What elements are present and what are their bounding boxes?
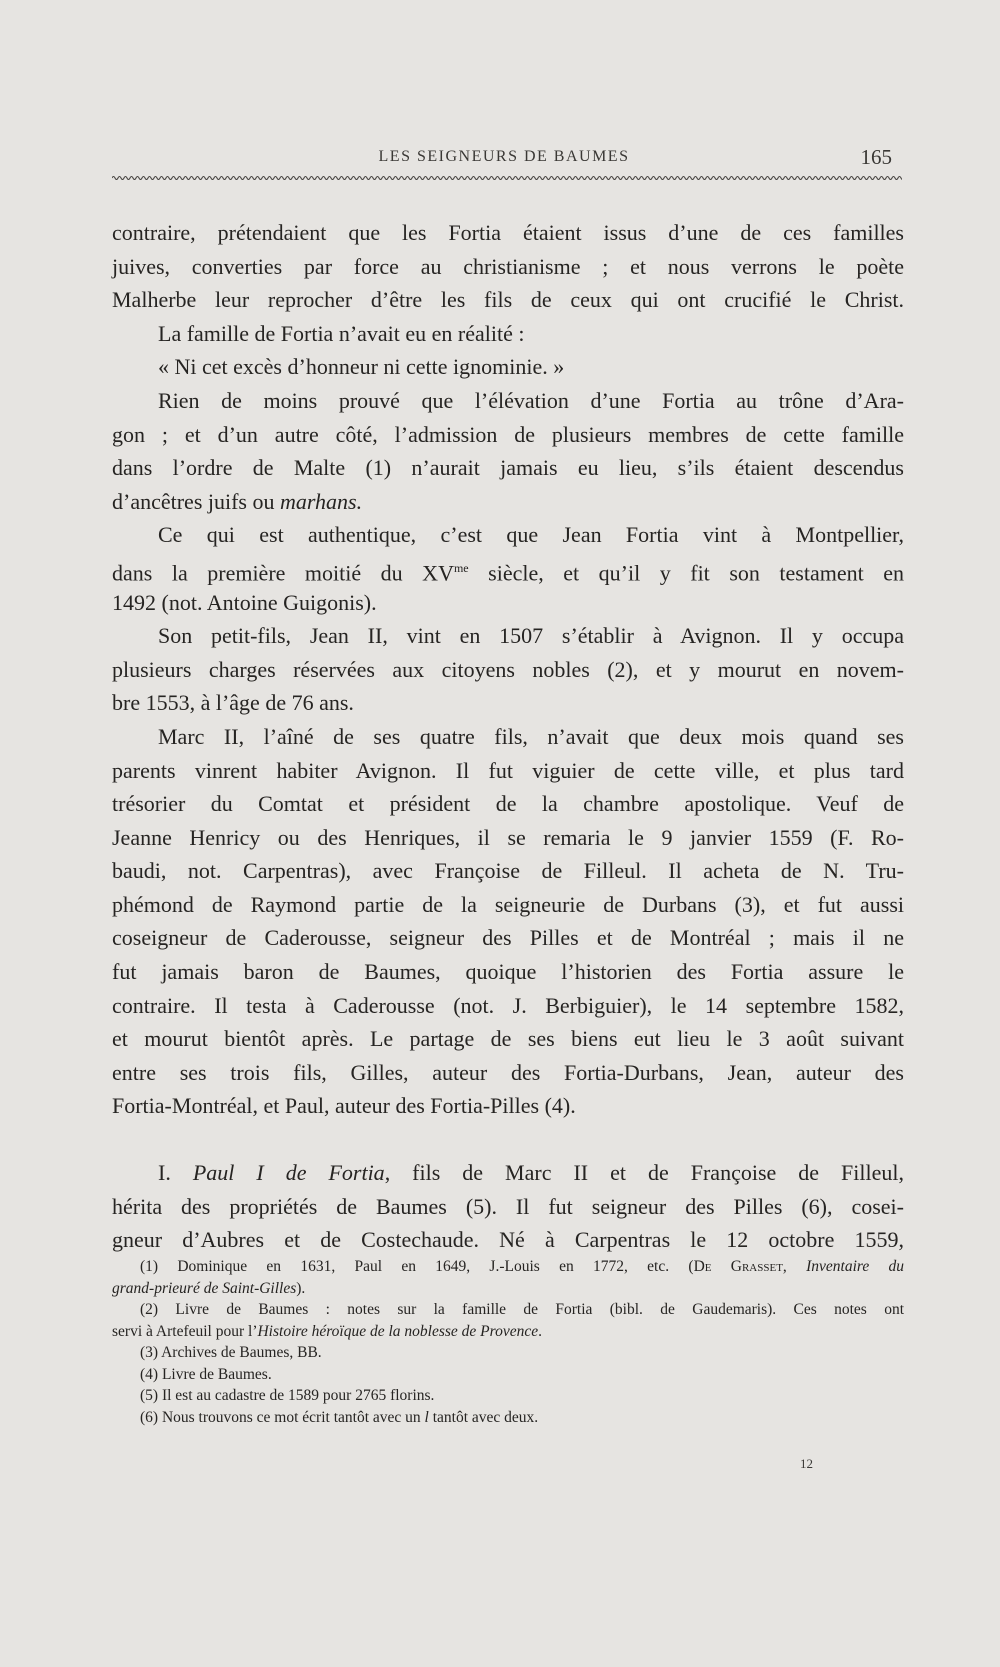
superscript: me [453,560,469,575]
footnote-text: . [538,1322,543,1340]
paragraph-gap [112,1123,904,1156]
italic-title: Histoire héroïque de la noblesse de Provence [257,1322,539,1340]
footnotes [112,1256,904,1428]
text-line: La famille de Fortia n’avait eu en réalité : [158,320,525,346]
text-segment: siècle, et qu’il y fit son testament en [468,560,904,586]
footnote-text: , [782,1258,807,1275]
author-name: De Grasset [693,1258,783,1275]
body-text [112,216,904,1257]
text-line: gneur d’Aubres et de Costechaude. Né à Carpentras le 12 octobre 1559, [112,1227,904,1253]
italic-letter: l [424,1408,429,1426]
text-line: Marc II, l’aîné de ses quatre fils, n’avait que deux mois quand ses [158,723,904,749]
verse-quotation: « Ni cet excès d’honneur ni cette ignominie. » [158,354,565,380]
text-line: parents vinrent habiter Avignon. Il fut viguier de cette ville, et plus tard [112,757,904,783]
text-line: Ce qui est authentique, c’est que Jean Fortia vint à Montpellier, [158,522,904,548]
text-line [112,485,904,519]
footnote-2: (2) Livre de Baumes : notes sur la famille de Fortia (bibl. de Gaudemaris). Ces notes ont [140,1301,904,1318]
text-line: fut jamais baron de Baumes, quoique l’historien des Fortia assure le [112,959,904,985]
text-line: contraire. Il testa à Caderousse (not. J. Berbiguier), le 14 septembre 1582, [112,992,904,1018]
text-line: Malherbe leur reprocher d’être les fils de ceux qui ont crucifié le Christ. [112,287,904,313]
text-line: coseigneur de Caderousse, seigneur des Pilles et de Montréal ; mais il ne [112,925,904,951]
text-line: baudi, not. Carpentras), avec Françoise de Filleul. Il acheta de N. Tru- [112,858,904,884]
text-line: et mourut bientôt après. Le partage de ses biens eut lieu le 3 août suivant [112,1026,904,1052]
sheet-signature: 12 [800,1456,813,1471]
footnote-text: (6) Nous trouvons ce mot écrit tantôt avec un [140,1408,425,1426]
footnote-text: tantôt avec deux. [428,1408,539,1426]
footnote-3: (3) Archives de Baumes, BB. [140,1344,322,1361]
footnote-text: ). [296,1279,306,1297]
footnote-6 [112,1407,904,1429]
text-line: Rien de moins prouvé que l’élévation d’une Fortia au trône d’Ara- [158,387,904,413]
page-header [112,145,896,172]
footnote-1 [112,1256,904,1278]
text-line [112,1156,904,1190]
text-segment: d’ancêtres juifs ou [112,488,280,514]
footnote-2-cont [112,1321,904,1343]
text-segment: I. [158,1160,193,1186]
text-line: dans l’ordre de Malte (1) n’aurait jamais eu lieu, s’ils étaient descendus [112,455,904,481]
italic-term: marhans. [280,488,363,514]
text-line: contraire, prétendaient que les Fortia étaient issus d’une de ces familles [112,220,904,245]
italic-title: grand-prieuré de Saint-Gilles [112,1279,297,1297]
text-line: trésorier du Comtat et président de la chambre apostolique. Veuf de [112,791,904,817]
text-line: Fortia-Montréal, et Paul, auteur des Fortia-Pilles (4). [112,1093,576,1119]
footnote-1-cont [112,1278,904,1300]
text-line [112,552,904,586]
text-line: bre 1553, à l’âge de 76 ans. [112,690,354,716]
footnote-text: servi à Artefeuil pour l’ [112,1322,258,1340]
page-number: 165 [860,145,892,169]
text-line: Son petit-fils, Jean II, vint en 1507 s’établir à Avignon. Il y occupa [158,623,904,649]
text-line: hérita des propriétés de Baumes (5). Il fut seigneur des Pilles (6), cosei- [112,1193,904,1219]
text-line: 1492 (not. Antoine Guigonis). [112,589,377,615]
footnote-text: (1) Dominique en 1631, Paul en 1649, J.-Louis en 1772, etc. ( [140,1258,694,1275]
text-segment: , fils de Marc II et de Françoise de Filleul, [384,1160,904,1186]
text-line: juives, converties par force au christianisme ; et nous verrons le poète [112,253,904,279]
text-line: phémond de Raymond partie de la seigneurie de Durbans (3), et fut aussi [112,891,904,917]
footnote-5: (5) Il est au cadastre de 1589 pour 2765 florins. [140,1387,435,1404]
text-line: plusieurs charges réservées aux citoyens nobles (2), et y mourut en novem- [112,656,904,682]
running-title: LES SEIGNEURS DE BAUMES [378,148,630,165]
text-line: gon ; et d’un autre côté, l’admission de plusieurs membres de cette famille [112,421,904,447]
text-line: entre ses trois fils, Gilles, auteur des Fortia-Durbans, Jean, auteur des [112,1059,904,1085]
text-segment: dans la première moitié du XV [112,560,454,586]
text-line: Jeanne Henricy ou des Henriques, il se remaria le 9 janvier 1559 (F. Ro- [112,824,904,850]
footnote-4: (4) Livre de Baumes. [140,1365,272,1383]
decorative-wavy-rule [112,173,902,183]
italic-name: Paul I de Fortia [192,1160,385,1186]
italic-title: Inventaire du [806,1258,905,1275]
